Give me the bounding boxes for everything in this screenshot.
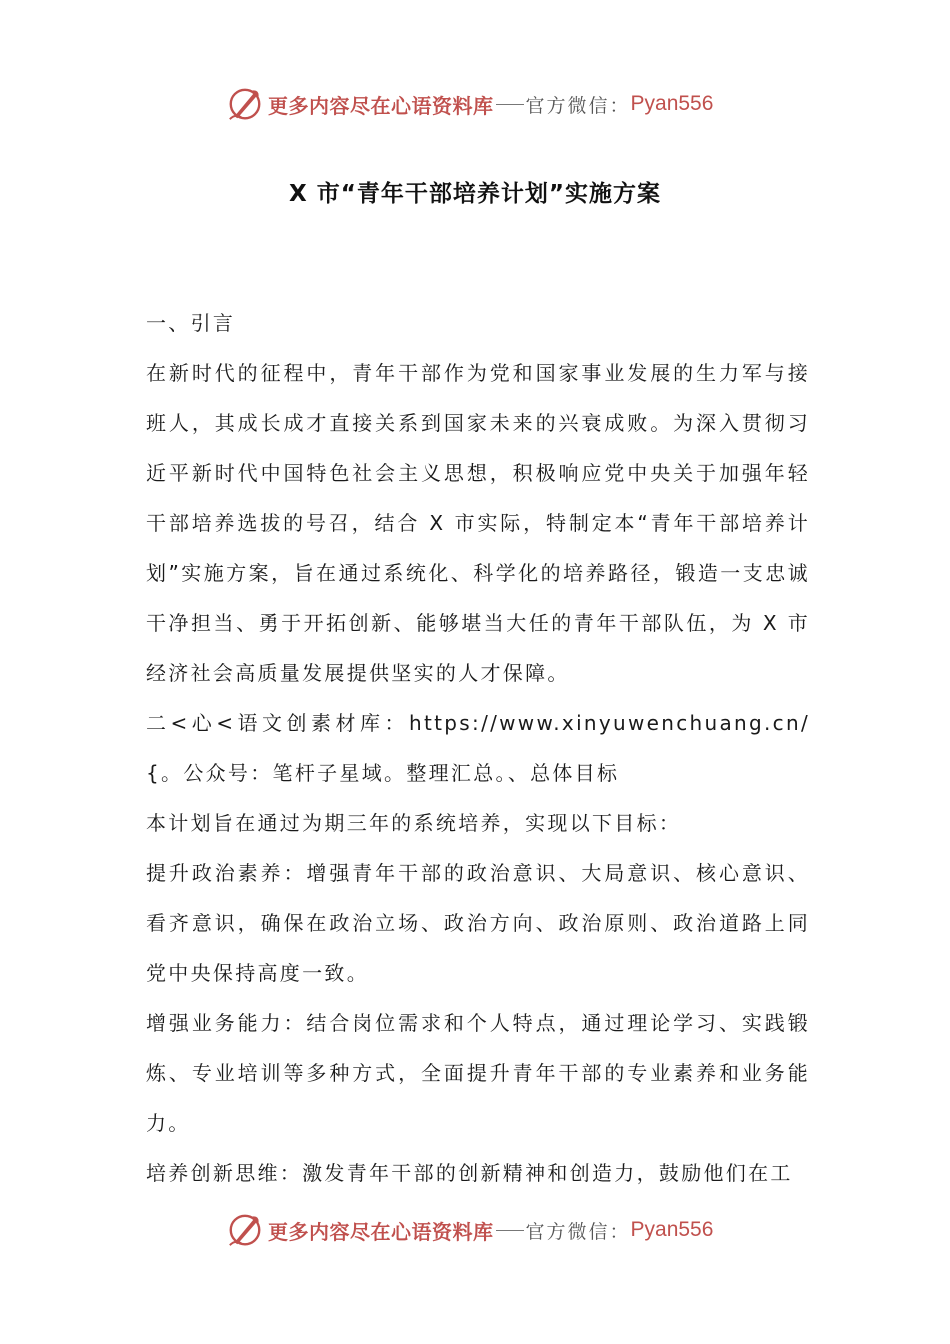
goal-item-political: 提升政治素养：增强青年干部的政治意识、大局意识、核心意识、看齐意识，确保在政治立场、政治方向、政治原则、政治道路上同党中央保持高度一致。 [146, 861, 810, 985]
document-body [146, 298, 810, 1198]
watermark-wechat-handle: Pyan556 [630, 92, 714, 115]
watermark-wechat-label: 官方微信： [525, 94, 631, 117]
body-paragraph: 本计划旨在通过为期三年的系统培养，实现以下目标： [146, 811, 682, 835]
document-title: X 市“青年干部培养计划”实施方案 [289, 181, 661, 207]
watermark-brand-text: 更多内容尽在心语资料库 [268, 1219, 494, 1244]
watermark-brand-text: 更多内容尽在心语资料库 [268, 93, 494, 118]
goal-item-innovation: 培养创新思维：激发青年干部的创新精神和创造力，鼓励他们在工 [146, 1161, 793, 1185]
body-paragraph: 在新时代的征程中，青年干部作为党和国家事业发展的生力军与接班人，其成长成才直接关系到国家未来的兴衰成败。为深入贯彻习近平新时代中国特色社会主义思想，积极响应党中央关于加强年轻干部培养选拔的号召，结合 X 市实际，特制定本“青年干部培养计划”实施方案，旨在通过系统化、科学化的培养路径，锻造一支忠诚干净担当、勇于开拓创新、能够堪当大任的青年干部队伍，为 X 市经济社会高质量发展提供坚实的人才保障。 [146, 361, 810, 685]
quill-logo-icon [226, 1211, 264, 1249]
header-watermark-banner [226, 84, 713, 124]
watermark-dash [496, 1230, 524, 1231]
watermark-wechat-label: 官方微信： [525, 1220, 631, 1243]
goal-item-business: 增强业务能力：结合岗位需求和个人特点，通过理论学习、实践锻炼、专业培训等多种方式，全面提升青年干部的专业素养和业务能力。 [146, 1011, 810, 1135]
watermark-dash [496, 104, 524, 105]
quill-logo-icon [226, 85, 264, 123]
section-heading-intro: 一、引言 [146, 311, 236, 335]
watermark-wechat-handle: Pyan556 [630, 1218, 714, 1241]
section-heading-goals: 二<心<语文创素材库：https://www.xinyuwenchuang.cn/{。公众号：笔杆子星域。整理汇总。、总体目标 [146, 711, 810, 785]
footer-watermark-banner [226, 1210, 713, 1250]
